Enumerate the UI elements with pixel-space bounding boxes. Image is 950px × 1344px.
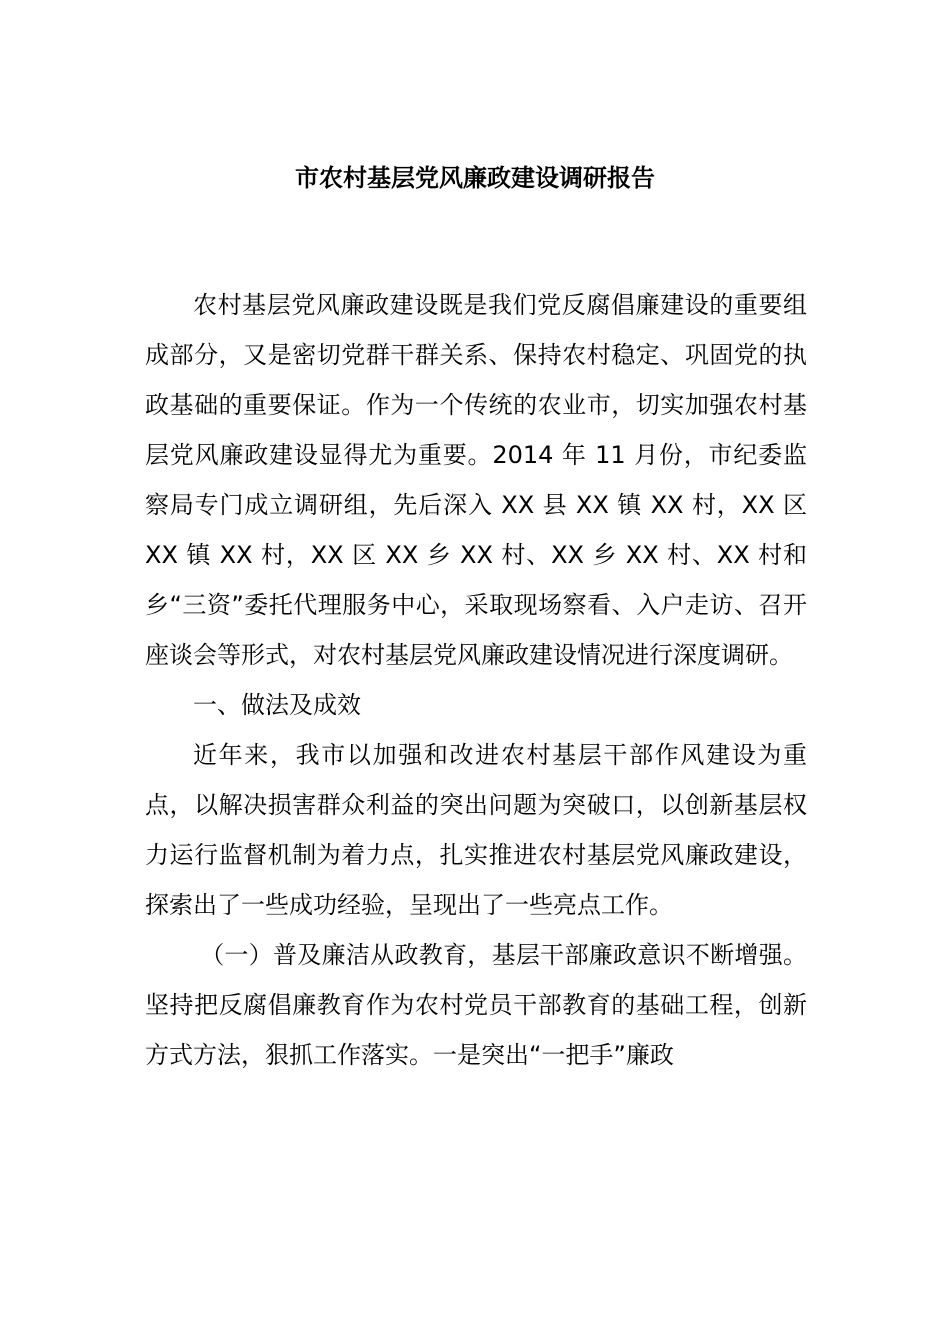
section-heading: 一、做法及成效 <box>193 691 361 719</box>
section-paragraph: 近年来，我市以加强和改进农村基层干部作风建设为重点，以解决损害群众利益的突出问题为突破口，以创新基层权力运行监督机制为着力点，扎实推进农村基层党风廉政建设，探索出了一些成功经验，呈现出了一些亮点工作。 <box>145 741 807 919</box>
subsection-paragraph: （一）普及廉洁从政教育，基层干部廉政意识不断增强。坚持把反腐倡廉教育作为农村党员干部教育的基础工程，创新方式方法，狠抓工作落实。一是突出“一把手”廉政 <box>145 941 807 1069</box>
intro-paragraph: 农村基层党风廉政建设既是我们党反腐倡廉建设的重要组成部分，又是密切党群干群关系、保持农村稳定、巩固党的执政基础的重要保证。作为一个传统的农业市，切实加强农村基层党风廉政建设显得尤为重要。2014 年 11 月份，市纪委监察局专门成立调研组，先后深入 XX 县 XX 镇 XX 村，XX 区 XX 镇 XX 村，XX 区 XX 乡 XX 村、XX 乡 XX 村、XX 村和乡“三资”委托代理服务中心，采取现场察看、入户走访、召开座谈会等形式，对农村基层党风廉政建设情况进行深度调研。 <box>145 291 807 669</box>
document-title: 市农村基层党风廉政建设调研报告 <box>295 164 655 192</box>
document-body <box>145 280 807 1080</box>
